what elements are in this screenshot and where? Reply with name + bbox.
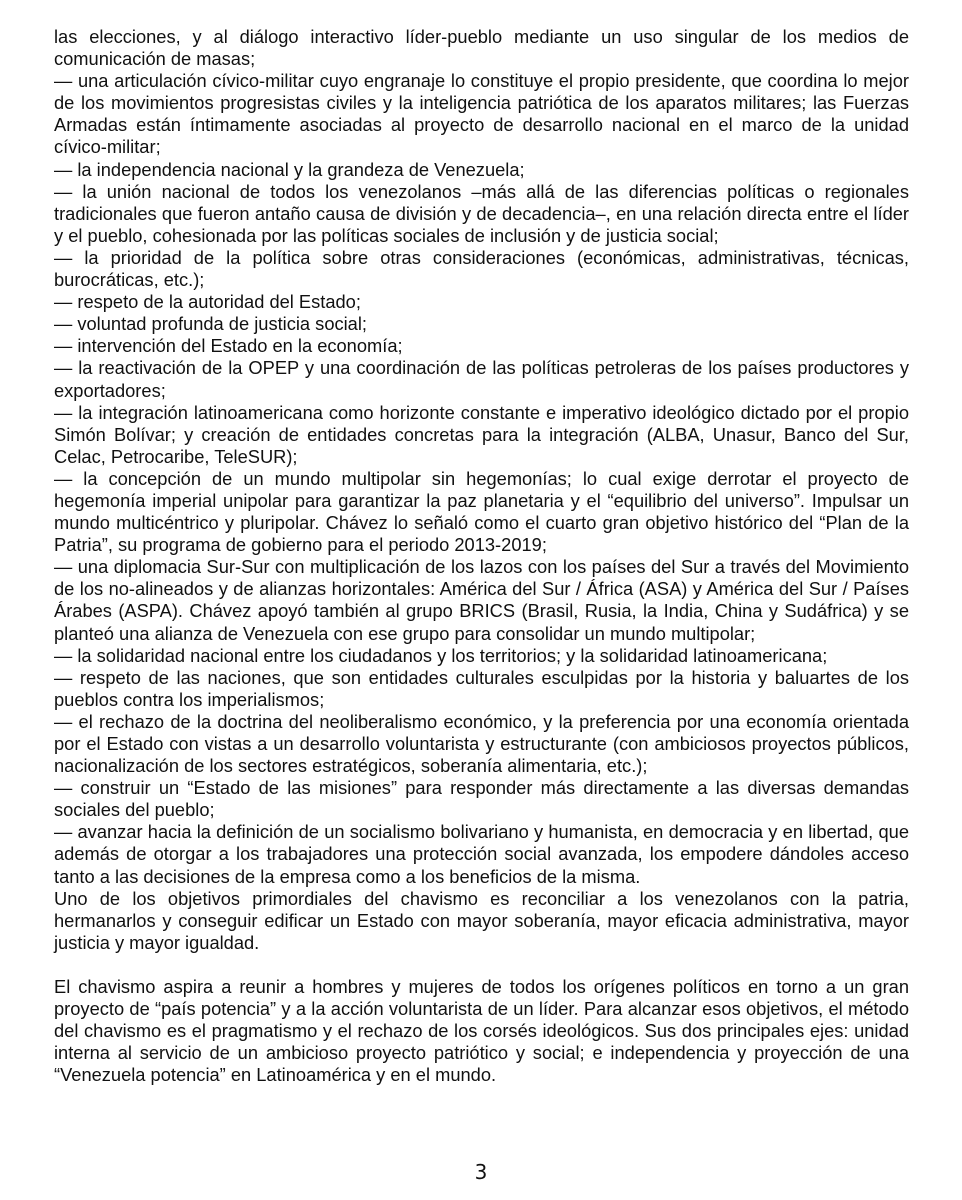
closing-paragraph: El chavismo aspira a reunir a hombres y mujeres de todos los orígenes políticos en torno a un gran proyecto de “país potencia” y a la acción voluntarista de un líder. Para alcanzar esos objetivos, el método del chavismo es el pragmatismo y el rechazo de los corsés ideológicos. Sus dos principales ejes: unidad interna al servicio de un ambicioso proyecto patriótico y social; e independencia y proyección de una “Venezuela potencia” en Latinoamérica y en el mundo. (54, 975, 909, 1086)
bullet-item-intervencion-estado: — intervención del Estado en la economía; (54, 335, 403, 357)
bullet-item-estado-misiones: — construir un “Estado de las misiones” para responder más directamente a las diversas demandas sociales del pueblo; (54, 777, 909, 821)
bullet-item-union-nacional: — la unión nacional de todos los venezolanos –más allá de las diferencias políticas o regionales tradicionales que fueron antaño causa de división y de decadencia–, en una relación directa entre el líder y el pueblo, cohesionada por las políticas sociales de inclusión y de justicia social; (54, 180, 909, 246)
page-number: 3 (474, 1160, 488, 1184)
opening-paragraph: las elecciones, y al diálogo interactivo líder-pueblo mediante un uso singular de los medios de comunicación de masas; (54, 26, 909, 70)
bullet-item-opep: — la reactivación de la OPEP y una coordinación de las políticas petroleras de los países productores y exportadores; (54, 357, 909, 401)
paragraph-spacer (54, 954, 909, 976)
document-body (54, 26, 909, 1086)
bullet-item-multipolar: — la concepción de un mundo multipolar sin hegemonías; lo cual exige derrotar el proyecto de hegemonía imperial unipolar para garantizar la paz planetaria y el “equilibrio del universo”. Impulsar un mundo multicéntrico y pluripolar. Chávez lo señaló como el cuarto gran objetivo histórico del “Plan de la Patria”, su programa de gobierno para el periodo 2013-2019; (54, 467, 909, 556)
bullet-item-solidaridad: — la solidaridad nacional entre los ciudadanos y los territorios; y la solidaridad latinoamericana; (54, 644, 828, 666)
bullet-item-justicia-social: — voluntad profunda de justicia social; (54, 313, 367, 335)
bullet-item-respeto-naciones: — respeto de las naciones, que son entidades culturales esculpidas por la historia y baluartes de los pueblos contra los imperialismos; (54, 666, 909, 710)
bullet-item-civico-militar: — una articulación cívico-militar cuyo engranaje lo constituye el propio presidente, que coordina lo mejor de los movimientos progresistas civiles y la inteligencia patriótica de los aparatos militares; las Fuerzas Armadas están íntimamente asociadas al proyecto de desarrollo nacional en el marco de la unidad cívico-militar; (54, 70, 909, 158)
bullet-item-sur-sur: — una diplomacia Sur-Sur con multiplicación de los lazos con los países del Sur a través del Movimiento de los no-alineados y de alianzas horizontales: América del Sur / África (ASA) y América del Sur / Países Árabes (ASPA). Chávez apoyó también al grupo BRICS (Brasil, Rusia, la India, China y Sudáfrica) y se planteó una alianza de Venezuela con ese grupo para consolidar un mundo multipolar; (54, 556, 909, 644)
bullet-item-autoridad-estado: — respeto de la autoridad del Estado; (54, 291, 361, 313)
summary-paragraph: Uno de los objetivos primordiales del chavismo es reconciliar a los venezolanos con la patria, hermanarlos y conseguir edificar un Estado con mayor soberanía, mayor eficacia administrativa, mayor justicia y mayor igualdad. (54, 887, 909, 953)
bullet-item-neoliberalismo: — el rechazo de la doctrina del neoliberalismo económico, y la preferencia por una economía orientada por el Estado con vistas a un desarrollo voluntarista y estructurante (con ambiciosos proyectos públicos, nacionalización de los sectores estratégicos, soberanía alimentaria, etc.); (54, 710, 909, 777)
bullet-item-socialismo: — avanzar hacia la definición de un socialismo bolivariano y humanista, en democracia y en libertad, que además de otorgar a los trabajadores una protección social avanzada, los empodere dándoles acceso tanto a las decisiones de la empresa como a los beneficios de la misma. (54, 821, 909, 887)
bullet-item-prioridad-politica: — la prioridad de la política sobre otras consideraciones (económicas, administrativas, técnicas, burocráticas, etc.); (54, 246, 909, 291)
bullet-item-independencia: — la independencia nacional y la grandeza de Venezuela; (54, 158, 525, 180)
bullet-item-integracion: — la integración latinoamericana como horizonte constante e imperativo ideológico dictado por el propio Simón Bolívar; y creación de entidades concretas para la integración (ALBA, Unasur, Banco del Sur, Celac, Petrocaribe, TeleSUR); (54, 401, 909, 467)
